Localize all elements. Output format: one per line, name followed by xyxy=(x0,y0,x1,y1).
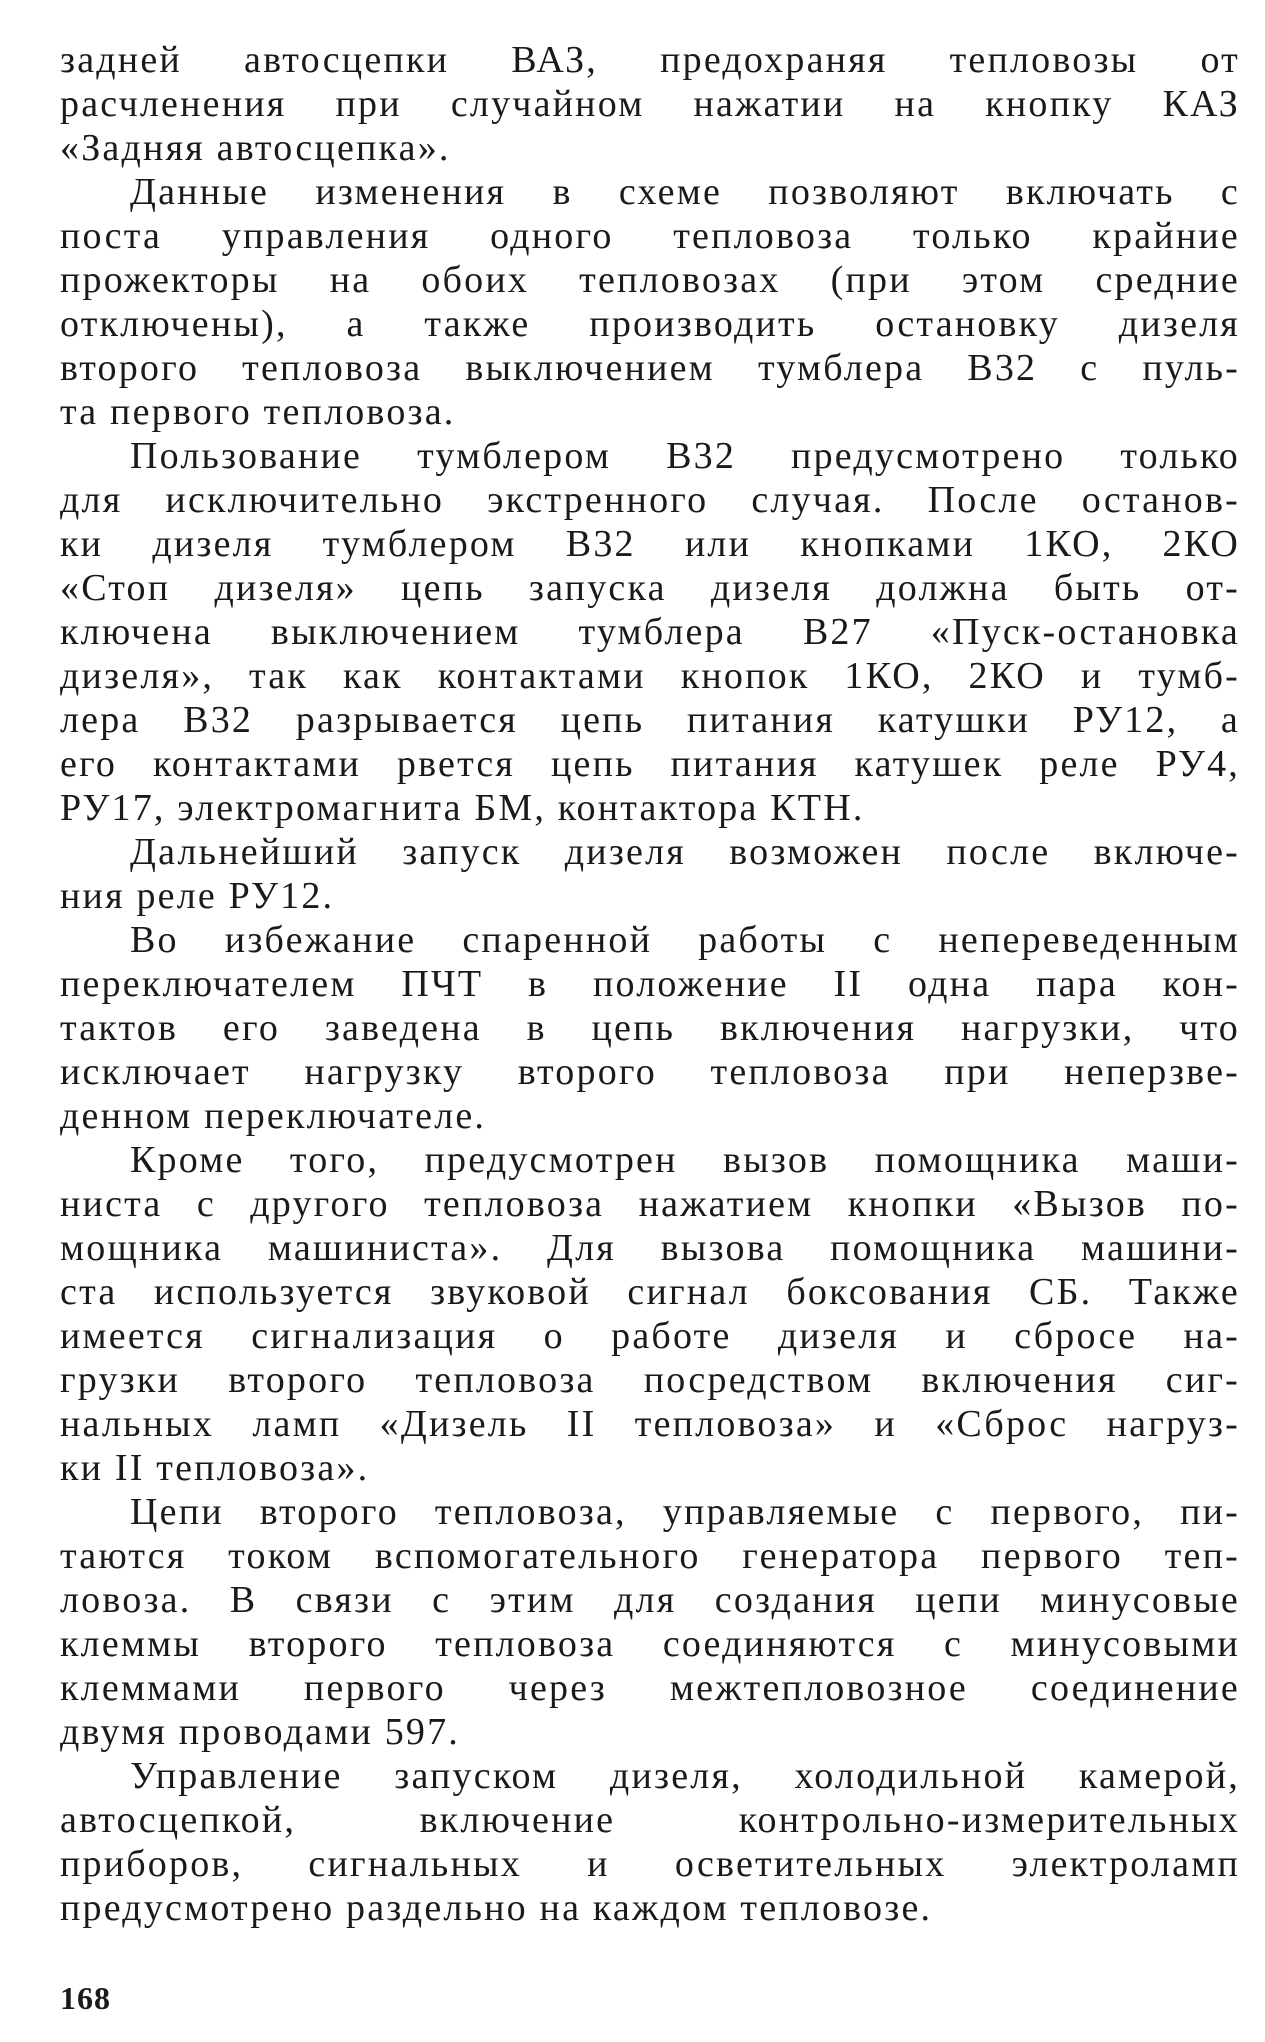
text-line: ния реле РУ12. xyxy=(60,875,335,917)
paragraph xyxy=(60,170,1240,434)
text-line: ловоза. В связи с этим для создания цепи минусовые xyxy=(60,1579,1240,1621)
text-line: денном переключателе. xyxy=(60,1095,487,1137)
text-line: двумя проводами 597. xyxy=(60,1711,461,1753)
paragraph xyxy=(60,38,1240,170)
text-line: «Стоп дизеля» цепь запуска дизеля должна быть от- xyxy=(60,567,1240,609)
text-line: задней автосцепки ВАЗ, предохраняя тепловозы от xyxy=(60,39,1240,81)
text-line: мощника машиниста». Для вызова помощника машини- xyxy=(60,1227,1240,1269)
text-line: исключает нагрузку второго тепловоза при неперзве- xyxy=(60,1051,1240,1093)
page-number: 168 xyxy=(60,1980,111,2016)
paragraph xyxy=(60,434,1240,830)
text-line: «Задняя автосцепка». xyxy=(60,127,451,169)
text-line: ниста с другого тепловоза нажатием кнопки «Вызов по- xyxy=(60,1183,1240,1225)
text-line: та первого тепловоза. xyxy=(60,391,456,433)
text-line: ста используется звуковой сигнал боксования СБ. Также xyxy=(60,1271,1240,1313)
text-line: дизеля», так как контактами кнопок 1КО, 2КО и тумб- xyxy=(60,655,1240,697)
text-line: клеммами первого через межтепловозное соединение xyxy=(60,1667,1240,1709)
text-line: ки дизеля тумблером В32 или кнопками 1КО, 2КО xyxy=(60,523,1240,565)
text-line: имеется сигнализация о работе дизеля и сбросе на- xyxy=(60,1315,1240,1357)
text-line: таются током вспомогательного генератора первого теп- xyxy=(60,1535,1240,1577)
text-line: второго тепловоза выключением тумблера В32 с пуль- xyxy=(60,347,1240,389)
text-line: предусмотрено раздельно на каждом тепловозе. xyxy=(60,1887,933,1929)
paragraph xyxy=(60,830,1240,918)
text-line: Управление запуском дизеля, холодильной камерой, xyxy=(130,1755,1240,1797)
text-line: переключателем ПЧТ в положение II одна пара кон- xyxy=(60,963,1240,1005)
text-line: автосцепкой, включение контрольно-измерительных xyxy=(60,1799,1240,1841)
text-line: нальных ламп «Дизель II тепловоза» и «Сброс нагруз- xyxy=(60,1403,1240,1445)
paragraph xyxy=(60,918,1240,1138)
text-line: грузки второго тепловоза посредством включения сиг- xyxy=(60,1359,1240,1401)
text-line: ключена выключением тумблера В27 «Пуск-остановка xyxy=(60,611,1240,653)
text-line: клеммы второго тепловоза соединяются с минусовыми xyxy=(60,1623,1240,1665)
text-line: приборов, сигнальных и осветительных электроламп xyxy=(60,1843,1240,1885)
text-line: его контактами рвется цепь питания катушек реле РУ4, xyxy=(60,743,1240,785)
paragraph xyxy=(60,1754,1240,1930)
text-line: Данные изменения в схеме позволяют включать с xyxy=(130,171,1240,213)
text-line: Пользование тумблером В32 предусмотрено только xyxy=(130,435,1240,477)
text-line: тактов его заведена в цепь включения нагрузки, что xyxy=(60,1007,1240,1049)
text-line: отключены), а также производить остановку дизеля xyxy=(60,303,1240,345)
text-line: РУ17, электромагнита БМ, контактора КТН. xyxy=(60,787,865,829)
text-line: Дальнейший запуск дизеля возможен после включе- xyxy=(130,831,1240,873)
text-line: Кроме того, предусмотрен вызов помощника маши- xyxy=(130,1139,1240,1181)
text-line: Цепи второго тепловоза, управляемые с первого, пи- xyxy=(130,1491,1240,1533)
text-line: для исключительно экстренного случая. После останов- xyxy=(60,479,1240,521)
text-line: Во избежание спаренной работы с непереведенным xyxy=(130,919,1240,961)
paragraph xyxy=(60,1138,1240,1490)
text-line: поста управления одного тепловоза только крайние xyxy=(60,215,1240,257)
paragraph xyxy=(60,1490,1240,1754)
text-line: расчленения при случайном нажатии на кнопку КАЗ xyxy=(60,83,1240,125)
text-line: лера В32 разрывается цепь питания катушки РУ12, а xyxy=(60,699,1240,741)
text-line: ки II тепловоза». xyxy=(60,1447,370,1489)
text-line: прожекторы на обоих тепловозах (при этом средние xyxy=(60,259,1240,301)
document-page xyxy=(60,38,1240,1930)
